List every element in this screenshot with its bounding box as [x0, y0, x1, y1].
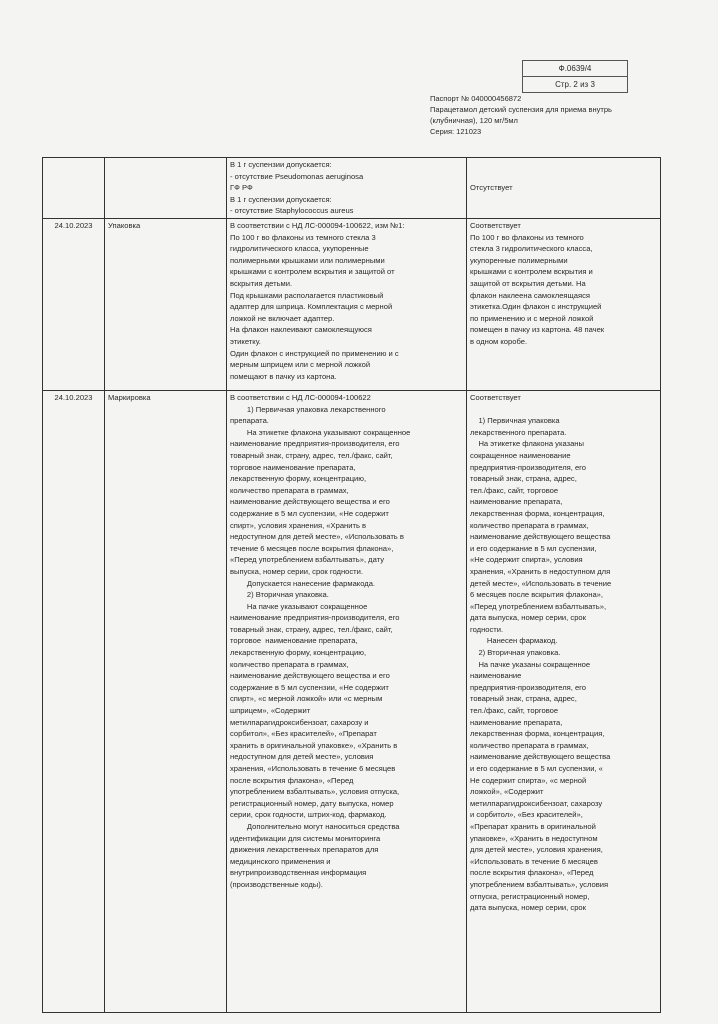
cell-text-line: защитой от вскрытия детьми. На — [470, 278, 586, 288]
cell-text-line: - отсутствие Pseudomonas aeruginosa — [230, 171, 364, 181]
cell-text-line: На этикетке флакона указаны — [470, 439, 584, 449]
cell-text-line: сокращенное наименование — [470, 450, 571, 460]
cell-text-line: количество препарата в граммах, — [230, 659, 349, 669]
cell-text-line — [470, 171, 657, 183]
cell-text-line: - отсутствие Staphylococcus aureus — [230, 206, 354, 216]
cell-text-line: дата выпуска, номер серии, срок — [470, 903, 586, 913]
cell-text-line: предприятия-производителя, его — [470, 682, 587, 692]
cell-text-line: спирт», условия хранения, «Хранить в — [230, 520, 367, 530]
cell-text-line: употреблением взбалтывать», условия — [470, 879, 609, 889]
cell-text-line: Не содержит спирта», «с мерной — [470, 775, 587, 785]
cell-text-line: употреблением взбалтывать», условия отпуска, — [230, 787, 400, 797]
cell-text-line: предприятия-производителя, его — [470, 462, 587, 472]
cell-text-line: недоступном для детей месте», «Использовать в — [230, 532, 404, 542]
cell-text-line: наименование препарата, — [470, 717, 563, 727]
cell-text-line: По 100 г во флаконы из темного — [470, 232, 584, 242]
cell-text-line: метилпарагидроксибензоат, сахарозу и — [230, 717, 369, 727]
cell-text-line: 6 месяцев после вскрытия флакона», — [470, 590, 604, 600]
cell-text-line: товарный знак, страну, адрес, тел./факс, сайт, — [230, 624, 393, 634]
test-date — [43, 158, 105, 219]
cell-text-line: дата выпуска, номер серии, срок — [470, 613, 586, 623]
cell-text-line: наименование препарата, — [470, 497, 563, 507]
test-indicator: Маркировка — [105, 391, 227, 1013]
result-cell — [467, 158, 661, 219]
cell-text-line: и его содержание в 5 мл суспензии, — [470, 543, 597, 553]
cell-text-line: содержание в 5 мл суспензии, «Не содержит — [230, 508, 389, 518]
cell-text-line: количество препарата в граммах, — [470, 740, 589, 750]
cell-text-line: хранить в оригинальной упаковке», «Хранить в — [230, 740, 398, 750]
cell-text-line: тел./факс, сайт, торговое — [470, 706, 559, 716]
cell-text-line: товарный знак, страна, адрес, — [470, 694, 577, 704]
result-cell — [467, 219, 661, 391]
cell-text-line: На пачке указаны сокращенное — [470, 659, 591, 669]
form-code: Ф.0639/4 — [558, 64, 592, 73]
cell-text-line: товарный знак, страну, адрес, тел./факс, сайт, — [230, 450, 393, 460]
result-cell — [467, 391, 661, 1013]
requirement-cell — [227, 391, 467, 1013]
cell-text-line: Под крышками располагается пластиковый — [230, 290, 384, 300]
requirement-cell — [227, 219, 467, 391]
cell-text-line: упаковке», «Хранить в недоступном — [470, 833, 598, 843]
cell-text-line: вскрытия детьми. — [230, 278, 293, 288]
cell-text-line: спирт», «с мерной ложкой» или «с мерным — [230, 694, 383, 704]
cell-text-line: детей месте», «Использовать в течение — [470, 578, 612, 588]
cell-text-line: препарата. — [230, 416, 269, 426]
passport-header — [430, 93, 660, 137]
cell-text-line: шприцем», «Содержит — [230, 706, 311, 716]
cell-text-line: стекла 3 гидролитического класса, — [470, 244, 593, 254]
cell-text-line: «Использовать в течение 6 месяцев — [470, 856, 598, 866]
cell-text-line: «Не содержит спирта», условия — [470, 555, 583, 565]
cell-text-line: количество препарата в граммах, — [470, 520, 589, 530]
cell-text-line: наименование действующего вещества и его — [230, 671, 390, 681]
cell-text-line: Дополнительно могут наноситься средства — [230, 821, 400, 831]
cell-text-line: лекарственную форму, концентрацию, — [230, 648, 367, 658]
cell-text-line: регистрационный номер, дату выпуска, номер — [230, 798, 394, 808]
table-row — [43, 219, 661, 391]
cell-text-line: наименование действующего вещества и его — [230, 497, 390, 507]
cell-text-line: 2) Вторичная упаковка. — [470, 648, 561, 658]
cell-text-line: флакон наклеена самоклеящаяся — [470, 290, 591, 300]
cell-text-line: этикетку. — [230, 336, 261, 346]
cell-text-line: и сорбитол», «Без красителей», — [470, 810, 583, 820]
cell-text-line: 1) Первичная упаковка — [470, 416, 560, 426]
cell-text-line — [470, 159, 657, 171]
cell-text-line: идентификации для системы мониторинга — [230, 833, 381, 843]
cell-text-line: ГФ РФ — [230, 183, 253, 193]
cell-text-line: На этикетке флакона указывают сокращенное — [230, 427, 411, 437]
cell-text-line: крышками с контролем вскрытия и защитой от — [230, 267, 395, 277]
table-row — [43, 391, 661, 1013]
cell-text-line: движения лекарственных препаратов для — [230, 845, 379, 855]
cell-text-line: На флакон наклеивают самоклеящуюся — [230, 325, 372, 335]
cell-text-line: адаптер для шприца. Комплектация с мерной — [230, 302, 393, 312]
cell-text-line: (производственные коды). — [230, 879, 323, 889]
cell-text-line: Соответствует — [470, 393, 521, 402]
cell-text-line: «Перед употреблением взбалтывать», — [470, 601, 607, 611]
cell-text-line: медицинского применения и — [230, 856, 331, 866]
cell-text-line: выпуска, номер серии, срок годности. — [230, 566, 363, 576]
cell-text-line: 1) Первичная упаковка лекарственного — [230, 404, 386, 414]
page-number: Стр. 2 из 3 — [523, 76, 627, 92]
cell-text-line: наименование действующего вещества — [470, 752, 611, 762]
cell-text-line: По 100 г во флаконы из темного стекла 3 — [230, 232, 376, 242]
cell-text-line: В 1 г суспензии допускается: — [230, 194, 332, 204]
cell-text-line: В 1 г суспензии допускается: — [230, 160, 332, 169]
cell-text-line: В соответствии с НД ЛС-000094-100622 — [230, 393, 371, 402]
cell-text-line: полимерными крышками или полимерными — [230, 255, 385, 265]
cell-text-line: после вскрытия флакона», «Перед — [470, 868, 594, 878]
cell-text-line: этикетка.Один флакон с инструкцией — [470, 302, 602, 312]
cell-text-line: укупоренные полимерными — [470, 255, 568, 265]
form-code-box — [522, 60, 628, 93]
cell-text-line: На пачке указывают сокращенное — [230, 601, 368, 611]
cell-text-line: наименование предприятия-производителя, его — [230, 439, 400, 449]
cell-text-line: наименование предприятия-производителя, его — [230, 613, 400, 623]
cell-text-line: «Перед употреблением взбалтывать», дату — [230, 555, 385, 565]
cell-text-line: содержание в 5 мл суспензии, «Не содержит — [230, 682, 389, 692]
cell-text-line: мерным шприцем или с мерной ложкой — [230, 360, 371, 370]
test-indicator — [105, 158, 227, 219]
cell-text-line: Соответствует — [470, 221, 521, 230]
cell-text-line: Отсутствует — [470, 183, 513, 193]
cell-text-line: крышками с контролем вскрытия и — [470, 267, 593, 277]
cell-text-line: отпуска, регистрационный номер, — [470, 891, 590, 901]
cell-text-line: хранения, «Использовать в течение 6 месяцев — [230, 764, 396, 773]
cell-text-line: 2) Вторичная упаковка. — [230, 590, 329, 600]
test-results-table — [42, 157, 661, 1013]
cell-text-line: наименование действующего вещества — [470, 532, 611, 542]
cell-text-line: В соответствии с НД ЛС-000094-100622, изм №1: — [230, 221, 405, 230]
test-date: 24.10.2023 — [43, 391, 105, 1013]
cell-text-line: метилпарагидроксибензоат, сахарозу — [470, 798, 603, 808]
cell-text-line: Допускается нанесение фармакода. — [230, 578, 376, 588]
cell-text-line: сорбитол», «Без красителей», «Препарат — [230, 729, 377, 739]
test-date: 24.10.2023 — [43, 219, 105, 391]
cell-text-line: недоступном для детей месте», условия — [230, 752, 374, 762]
batch-number: Серия: 121023 — [430, 127, 482, 136]
cell-text-line: годности. — [470, 624, 504, 634]
cell-text-line: для детей месте», условия хранения, — [470, 845, 603, 855]
cell-text-line: в одном коробе. — [470, 336, 528, 346]
cell-text-line: количество препарата в граммах, — [230, 485, 349, 495]
cell-text-line: торговое наименование препарата, — [230, 462, 356, 472]
cell-text-line: и его содержание в 5 мл суспензии, « — [470, 764, 603, 773]
table-row — [43, 158, 661, 219]
cell-text-line: лекарственную форму, концентрацию, — [230, 474, 367, 484]
cell-text-line: лекарственная форма, концентрация, — [470, 508, 605, 518]
cell-text-line: внутрипроизводственная информация — [230, 868, 367, 878]
cell-text-line: лекарственная форма, концентрация, — [470, 729, 605, 739]
requirement-cell — [227, 158, 467, 219]
cell-text-line: наименование — [470, 671, 522, 681]
cell-text-line: после вскрытия флакона», «Перед — [230, 775, 354, 785]
cell-text-line: ложкой», «Содержит — [470, 787, 544, 797]
passport-number: Паспорт № 040000456872 — [430, 94, 522, 103]
product-name: Парацетамол детский суспензия для приема внутрь — [430, 105, 612, 114]
cell-text-line: «Препарат хранить в оригинальной — [470, 821, 596, 831]
cell-text-line: течение 6 месяцев после вскрытия флакона», — [230, 543, 394, 553]
cell-text-line: хранения, «Хранить в недоступном для — [470, 566, 611, 576]
test-indicator: Упаковка — [105, 219, 227, 391]
cell-text-line: тел./факс, сайт, торговое — [470, 485, 559, 495]
cell-text-line: серии, срок годности, штрих-код, фармакод. — [230, 810, 387, 820]
cell-text-line: ложкой не включает адаптер. — [230, 313, 335, 323]
cell-text-line: торговое наименование препарата, — [230, 636, 358, 646]
cell-text-line — [470, 404, 657, 416]
cell-text-line: помещен в пачку из картона. 48 пачек — [470, 325, 605, 335]
cell-text-line: товарный знак, страна, адрес, — [470, 474, 577, 484]
cell-text-line: гидролитического класса, укупоренные — [230, 244, 369, 254]
cell-text-line: по применению и с мерной ложкой — [470, 313, 594, 323]
cell-text-line: помещают в пачку из картона. — [230, 371, 337, 381]
cell-text-line: лекарственного препарата. — [470, 427, 567, 437]
cell-text-line: Один флакон с инструкцией по применению и с — [230, 348, 399, 358]
product-dosage: (клубничная), 120 мг/5мл — [430, 116, 518, 125]
cell-text-line: Нанесен фармакод. — [470, 636, 558, 646]
